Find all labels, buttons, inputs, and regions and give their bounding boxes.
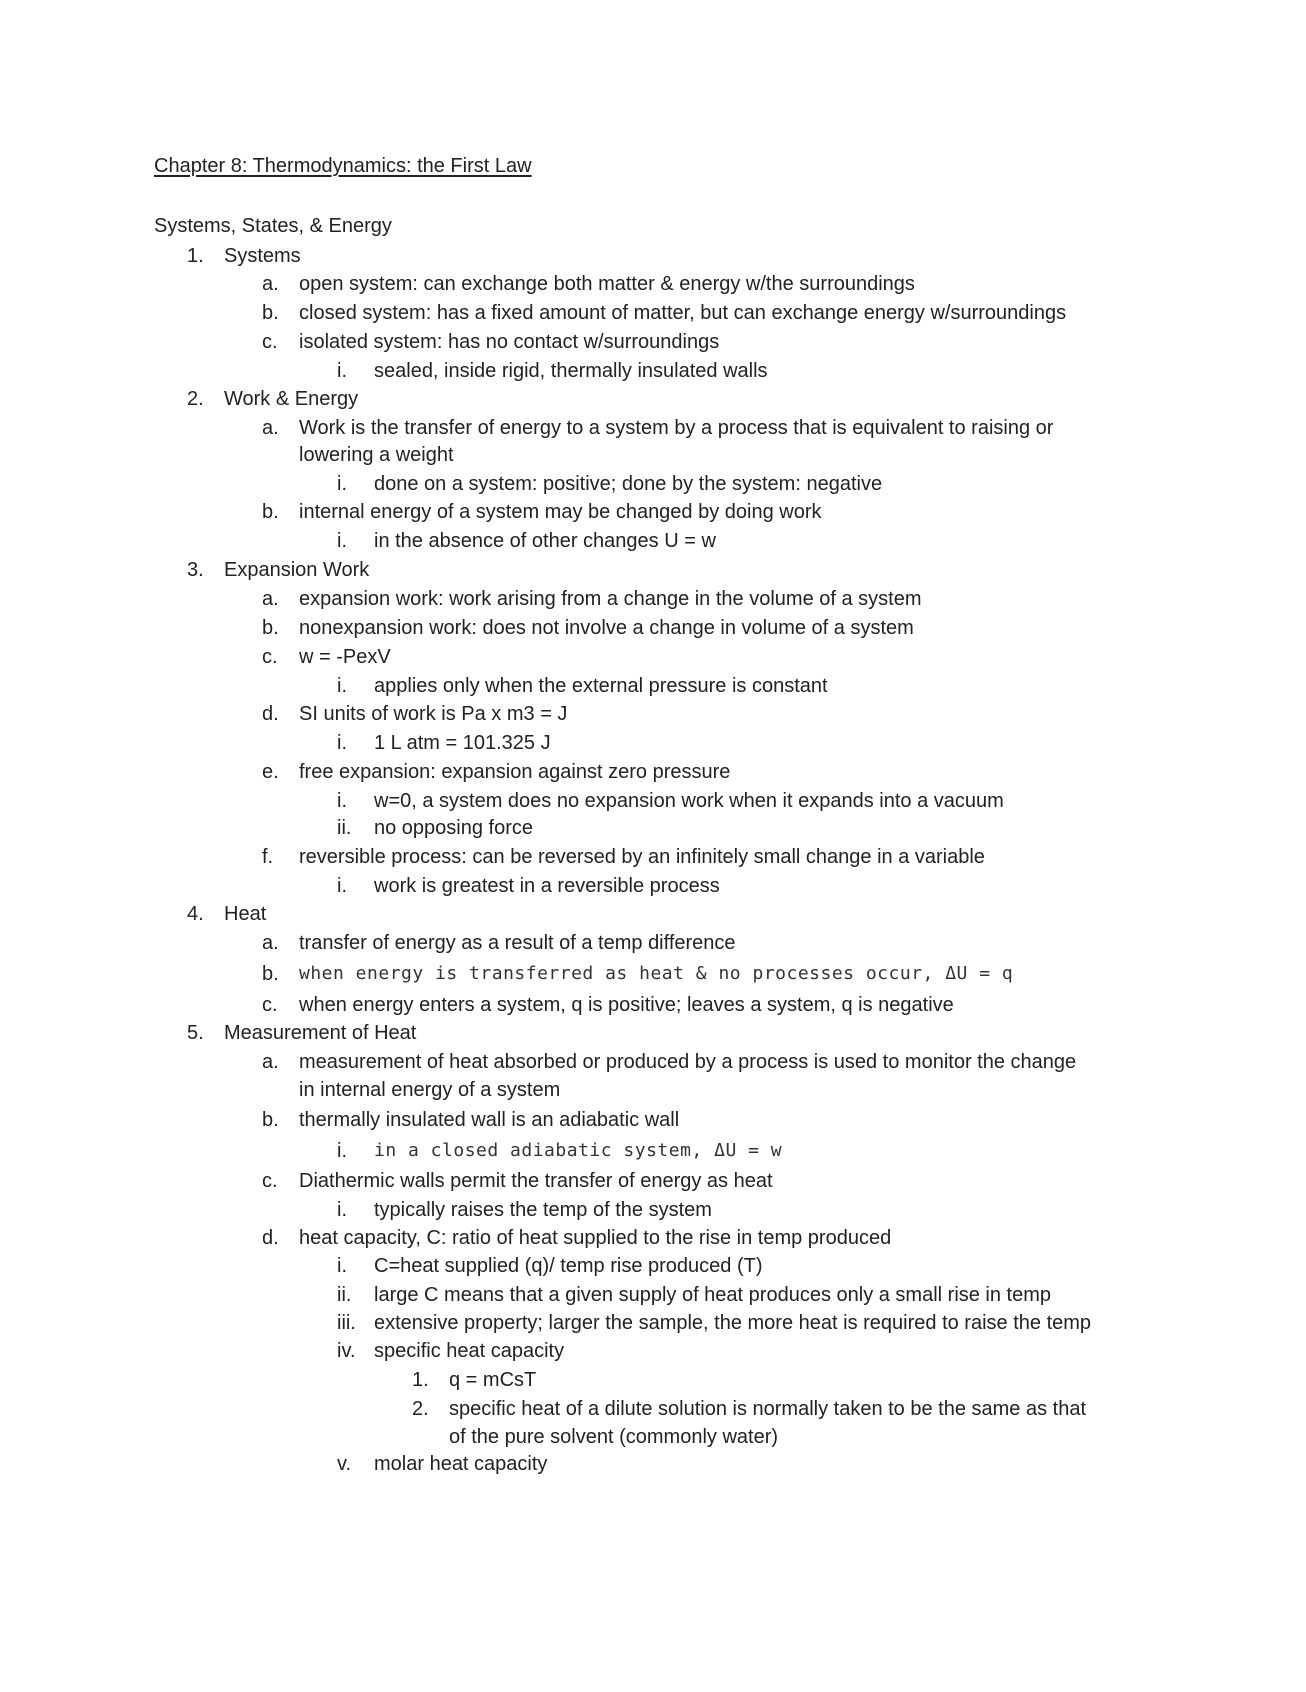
outline-item-text: Measurement of Heat bbox=[224, 1022, 417, 1044]
outline-item-marker: i. bbox=[337, 732, 347, 754]
outline-item-marker: 2. bbox=[412, 1398, 429, 1420]
outline-item-marker: i. bbox=[337, 1255, 347, 1277]
outline-item-marker: 2. bbox=[187, 388, 204, 410]
outline-item-marker: iv. bbox=[337, 1340, 356, 1362]
outline-item-marker: b. bbox=[262, 617, 279, 639]
outline-item-text: reversible process: can be reversed by an infinitely small change in a variable bbox=[299, 846, 985, 868]
outline-item-marker: c. bbox=[262, 994, 278, 1016]
outline-item-text: q = mCsT bbox=[449, 1369, 537, 1391]
outline-item-text: 1 L atm = 101.325 J bbox=[374, 732, 551, 754]
outline-item-marker: i. bbox=[337, 1199, 347, 1221]
outline-item-text: of the pure solvent (commonly water) bbox=[449, 1426, 779, 1448]
outline-item-marker: e. bbox=[262, 761, 279, 783]
outline-item-marker: i. bbox=[337, 875, 347, 897]
outline-item-marker: b. bbox=[262, 1109, 279, 1131]
outline-item-text: transfer of energy as a result of a temp difference bbox=[299, 932, 736, 954]
outline-item-marker: v. bbox=[337, 1453, 352, 1475]
outline-item-marker: ii. bbox=[337, 1284, 352, 1306]
outline-item-text: w=0, a system does no expansion work when it expands into a vacuum bbox=[374, 790, 1004, 812]
outline-item-text: isolated system: has no contact w/surroundings bbox=[299, 331, 720, 353]
outline-item-marker: c. bbox=[262, 646, 278, 668]
outline-item-text: SI units of work is Pa x m3 = J bbox=[299, 703, 568, 725]
outline-item-marker: a. bbox=[262, 588, 279, 610]
outline-item-marker: f. bbox=[262, 846, 274, 868]
outline-item-marker: a. bbox=[262, 1051, 279, 1073]
outline-item-text: extensive property; larger the sample, the more heat is required to raise the temp bbox=[374, 1312, 1092, 1334]
outline-item-text: C=heat supplied (q)/ temp rise produced (T) bbox=[374, 1255, 763, 1277]
outline-item-marker: iii. bbox=[337, 1312, 356, 1334]
outline-item-text: closed system: has a fixed amount of matter, but can exchange energy w/surroundings bbox=[299, 302, 1067, 324]
document-title: Chapter 8: Thermodynamics: the First Law bbox=[154, 155, 532, 177]
outline-item-marker: i. bbox=[337, 1140, 347, 1162]
outline-item-marker: 1. bbox=[412, 1369, 429, 1391]
outline-item-marker: d. bbox=[262, 703, 279, 725]
outline-item-text: large C means that a given supply of heat produces only a small rise in temp bbox=[374, 1284, 1052, 1306]
outline-item-text: expansion work: work arising from a change in the volume of a system bbox=[299, 588, 922, 610]
outline-item-text: w = -PexV bbox=[299, 646, 391, 668]
outline-item-text: internal energy of a system may be changed by doing work bbox=[299, 501, 822, 523]
outline-item-marker: i. bbox=[337, 473, 347, 495]
outline-item-marker: b. bbox=[262, 963, 279, 985]
outline-item-marker: d. bbox=[262, 1227, 279, 1249]
outline-item-marker: b. bbox=[262, 501, 279, 523]
outline-item-text: sealed, inside rigid, thermally insulated walls bbox=[374, 360, 768, 382]
section-heading: Systems, States, & Energy bbox=[154, 215, 392, 237]
outline-item-text: free expansion: expansion against zero pressure bbox=[299, 761, 731, 783]
outline-item-marker: i. bbox=[337, 675, 347, 697]
outline-item-text: in a closed adiabatic system, ΔU = w bbox=[374, 1140, 783, 1161]
outline-item-marker: a. bbox=[262, 273, 279, 295]
outline-item-text: open system: can exchange both matter & energy w/the surroundings bbox=[299, 273, 915, 295]
outline-item-text: done on a system: positive; done by the system: negative bbox=[374, 473, 883, 495]
outline-item-marker: c. bbox=[262, 1170, 278, 1192]
outline-item-text: specific heat capacity bbox=[374, 1340, 565, 1362]
outline-item-marker: 3. bbox=[187, 559, 204, 581]
outline-item-marker: 4. bbox=[187, 903, 204, 925]
outline-item-text: measurement of heat absorbed or produced by a process is used to monitor the change bbox=[299, 1051, 1077, 1073]
outline-item-text: when energy enters a system, q is positive; leaves a system, q is negative bbox=[299, 994, 954, 1016]
outline-item-marker: i. bbox=[337, 360, 347, 382]
outline-item-text: nonexpansion work: does not involve a change in volume of a system bbox=[299, 617, 914, 639]
outline-item-text: specific heat of a dilute solution is normally taken to be the same as that bbox=[449, 1398, 1087, 1420]
outline-item-marker: a. bbox=[262, 932, 279, 954]
outline-item-text: Work & Energy bbox=[224, 388, 359, 410]
outline-item-text: Work is the transfer of energy to a system by a process that is equivalent to raising or bbox=[299, 417, 1054, 439]
outline-item-text: when energy is transferred as heat & no processes occur, ΔU = q bbox=[299, 963, 1014, 984]
outline-item-marker: i. bbox=[337, 530, 347, 552]
outline-item-text: in the absence of other changes U = w bbox=[374, 530, 716, 552]
outline-item-marker: 1. bbox=[187, 245, 204, 267]
outline-item-marker: c. bbox=[262, 331, 278, 353]
outline-item-marker: a. bbox=[262, 417, 279, 439]
outline-item-marker: 5. bbox=[187, 1022, 204, 1044]
outline-item-text: applies only when the external pressure is constant bbox=[374, 675, 828, 697]
outline-item-text: lowering a weight bbox=[299, 444, 454, 466]
outline-item-text: Heat bbox=[224, 903, 267, 925]
outline-item-marker: b. bbox=[262, 302, 279, 324]
outline-item-text: no opposing force bbox=[374, 817, 534, 839]
outline-item-text: work is greatest in a reversible process bbox=[374, 875, 720, 897]
outline-item-text: in internal energy of a system bbox=[299, 1079, 561, 1101]
outline-item-text: Expansion Work bbox=[224, 559, 370, 581]
outline-item-text: typically raises the temp of the system bbox=[374, 1199, 712, 1221]
outline-item-text: heat capacity, C: ratio of heat supplied to the rise in temp produced bbox=[299, 1227, 892, 1249]
outline-item-text: Diathermic walls permit the transfer of energy as heat bbox=[299, 1170, 773, 1192]
outline-item-text: thermally insulated wall is an adiabatic wall bbox=[299, 1109, 680, 1131]
outline-item-text: Systems bbox=[224, 245, 301, 267]
outline-item-marker: i. bbox=[337, 790, 347, 812]
outline-item-text: molar heat capacity bbox=[374, 1453, 548, 1475]
outline-item-marker: ii. bbox=[337, 817, 352, 839]
